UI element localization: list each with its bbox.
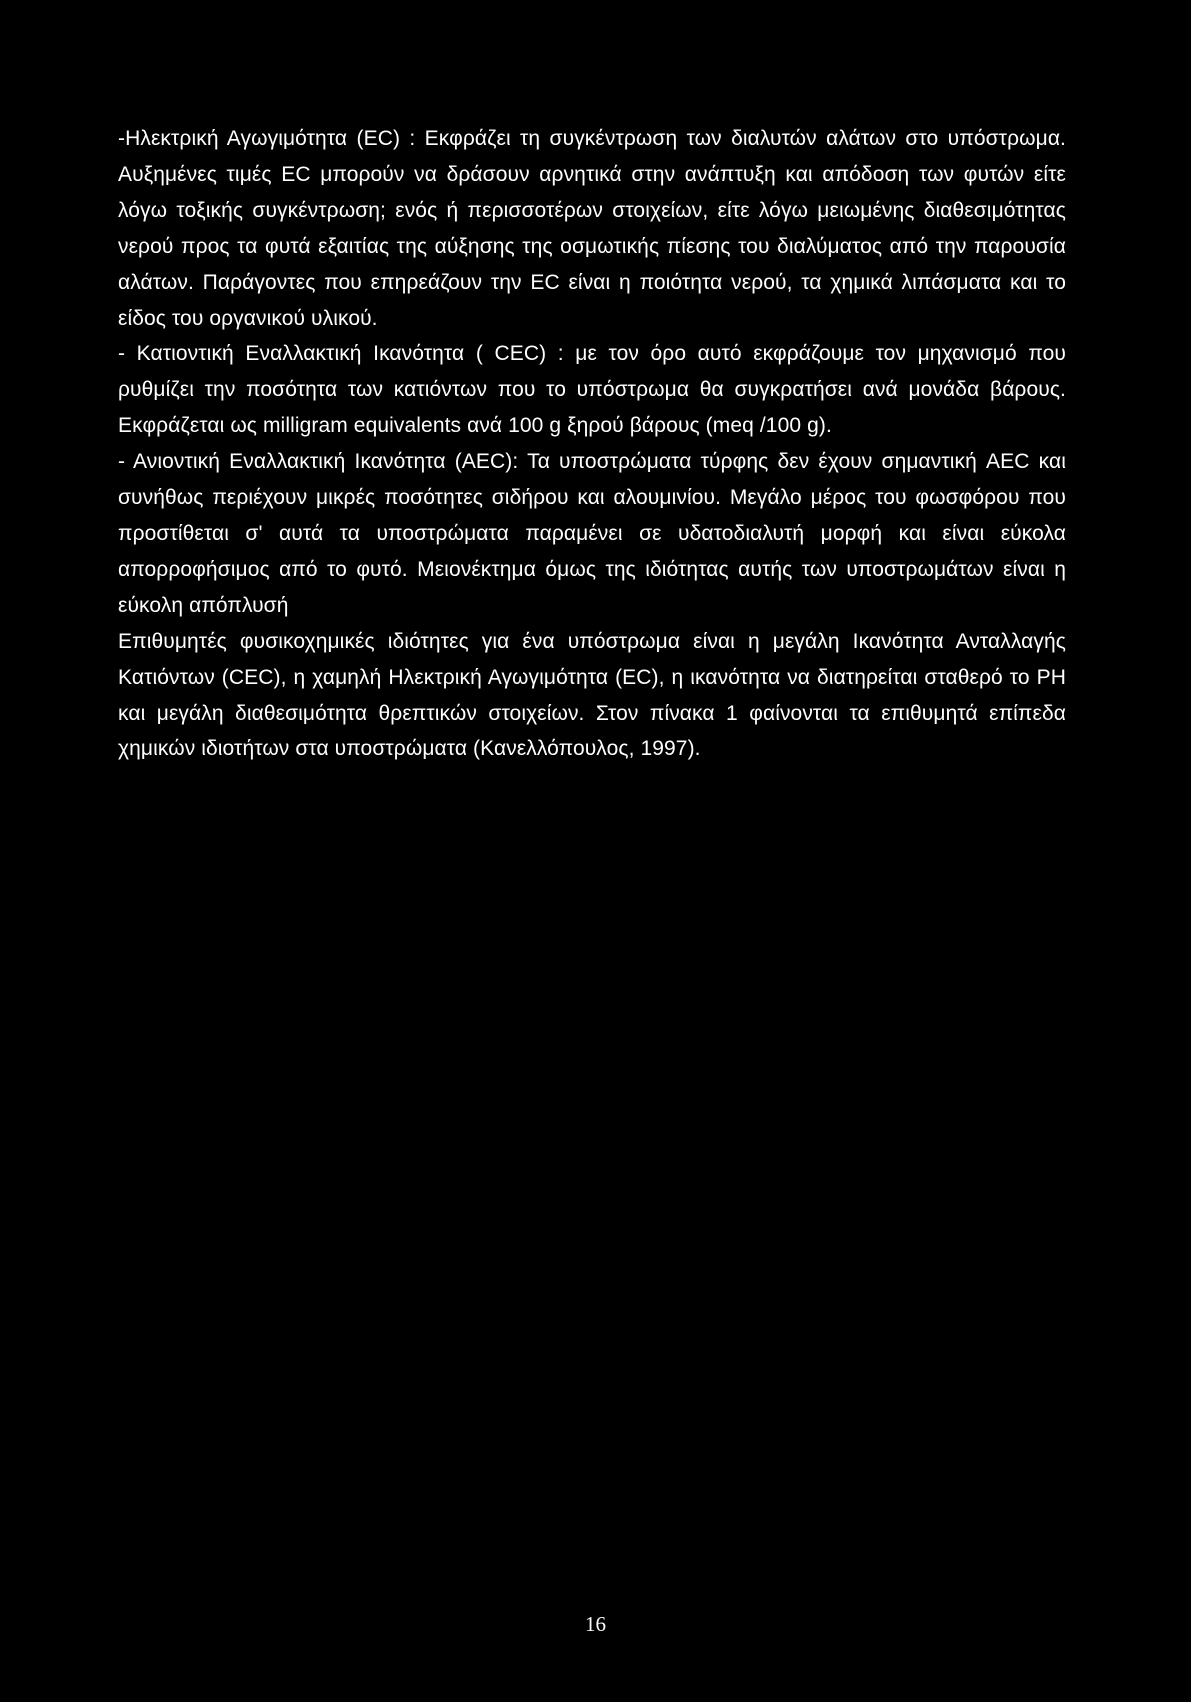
paragraph-desired-properties: Επιθυμητές φυσικοχημικές ιδιότητες για ένα υπόστρωμα είναι η μεγάλη Ικανότητα Ανταλλαγής Κατιόντων (CEC), η χαμηλή Ηλεκτρική Αγωγιμότητα (EC), η ικανότητα να διατηρείται σταθερό το PH και μεγάλη διαθεσιμότητα θρεπτικών στοιχείων. Στον πίνακα 1 φαίνονται τα επιθυμητά επίπεδα χημικών ιδιοτήτων στα υποστρώματα (Κανελλόπουλος, 1997). <box>118 629 1066 761</box>
paragraph-anion-exchange-capacity: - Ανιοντική Εναλλακτική Ικανότητα (AEC): Τα υποστρώματα τύρφης δεν έχουν σημαντική AEC και συνήθως περιέχουν μικρές ποσότητες σιδήρου και αλουμινίου. Μεγάλο μέρος του φωσφόρου που προστίθεται σ' αυτά τα υποστρώματα παραμένει σε υδατοδιαλυτή μορφή και είναι εύκολα απορροφήσιμος από το φυτό. Μειονέκτημα όμως της ιδιότητας αυτής των υποστρωμάτων είναι η εύκολη απόπλυσή <box>118 450 1066 617</box>
paragraph-electrical-conductivity: -Ηλεκτρική Αγωγιμότητα (EC) : Εκφράζει τη συγκέντρωση των διαλυτών αλάτων στο υπόστρωμα. Αυξημένες τιμές EC μπορούν να δράσουν αρνητικά στην ανάπτυξη και απόδοση των φυτών είτε λόγω τοξικής συγκέντρωση; ενός ή περισσοτέρων στοιχείων, είτε λόγω μειωμένης διαθεσιμότητας νερού προς τα φυτά εξαιτίας της αύξησης της οσμωτικής πίεσης του διαλύματος από την παρουσία αλάτων. Παράγοντες που επηρεάζουν την EC είναι η ποιότητα νερού, τα χημικά λιπάσματα και το είδος του οργανικού υλικού. <box>118 127 1066 330</box>
paragraph-cation-exchange-capacity: - Κατιοντική Εναλλακτική Ικανότητα ( CEC) : με τον όρο αυτό εκφράζουμε τον μηχανισμό που ρυθμίζει την ποσότητα των κατιόντων που το υπόστρωμα θα συγκρατήσει ανά μονάδα βάρους. Εκφράζεται ως milligram equivalents ανά 100 g ξηρού βάρους (meq /100 g). <box>118 342 1066 438</box>
body-text <box>118 121 1066 767</box>
page-number: 16 <box>585 1612 606 1636</box>
